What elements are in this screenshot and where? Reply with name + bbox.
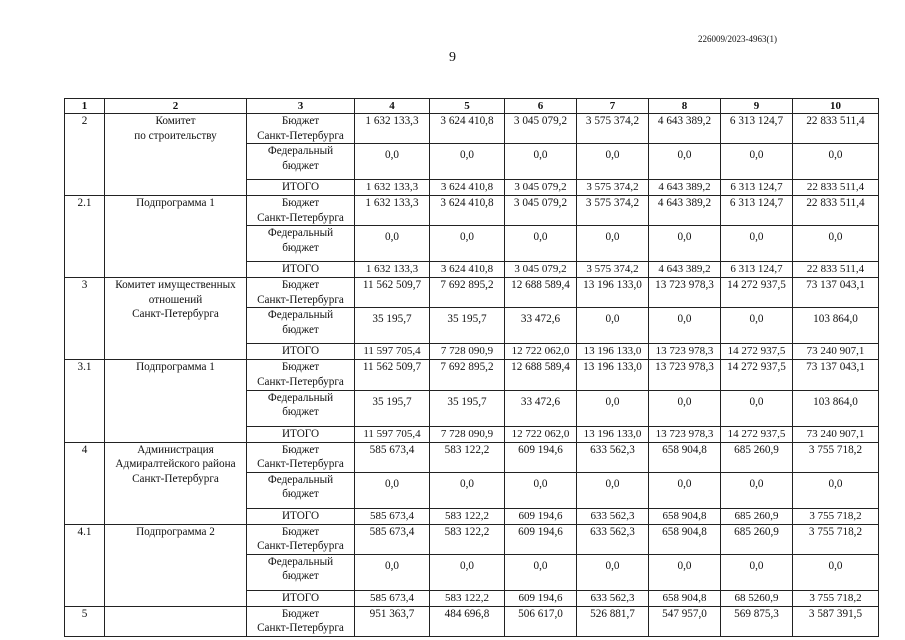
value-cell: 0,0 [430,472,505,508]
value-cell: 1 632 133,3 [355,262,430,278]
value-cell: 609 194,6 [505,590,577,606]
value-cell: 12 688 589,4 [505,360,577,390]
row-name [105,360,247,442]
value-cell: 0,0 [355,144,430,180]
table-row [65,360,879,390]
row-name [105,196,247,278]
value-cell: 68 5260,9 [721,590,793,606]
value-cell: 585 673,4 [355,442,430,472]
source-label-line: Федеральный [267,473,334,486]
value-cell: 33 472,6 [505,390,577,426]
value-cell: 12 722 062,0 [505,426,577,442]
value-cell: 11 562 509,7 [355,360,430,390]
value-cell: 0,0 [577,390,649,426]
source-total: ИТОГО [247,508,355,524]
column-header: 3 [247,99,355,114]
value-cell: 0,0 [577,144,649,180]
value-cell: 633 562,3 [577,590,649,606]
value-cell: 11 597 705,4 [355,426,430,442]
source-label-line: бюджет [282,159,319,172]
value-cell: 484 696,8 [430,606,505,636]
source-label-line: Федеральный [267,145,334,158]
row-name-line: Комитет имущественных [115,279,236,292]
value-cell: 0,0 [430,226,505,262]
row-name-line: Санкт-Петербурга [132,308,219,321]
value-cell: 6 313 124,7 [721,180,793,196]
source-label-line: Санкт-Петербурга [257,211,344,224]
value-cell: 13 196 133,0 [577,360,649,390]
value-cell: 13 196 133,0 [577,344,649,360]
value-cell: 0,0 [505,144,577,180]
value-cell: 0,0 [505,472,577,508]
value-cell: 7 728 090,9 [430,426,505,442]
value-cell: 585 673,4 [355,508,430,524]
source-federal [247,472,355,508]
column-header: 9 [721,99,793,114]
value-cell: 0,0 [577,554,649,590]
table-row [65,114,879,144]
value-cell: 7 692 895,2 [430,278,505,308]
value-cell: 13 723 978,3 [649,360,721,390]
row-name-line: отношений [148,293,203,306]
column-header: 1 [65,99,105,114]
value-cell: 609 194,6 [505,442,577,472]
value-cell: 583 122,2 [430,508,505,524]
value-cell: 0,0 [577,308,649,344]
table-row [65,524,879,554]
value-cell: 526 881,7 [577,606,649,636]
source-label-line: Федеральный [267,555,334,568]
value-cell: 7 728 090,9 [430,344,505,360]
value-cell: 0,0 [505,226,577,262]
value-cell: 658 904,8 [649,590,721,606]
row-name [105,114,247,196]
value-cell: 12 688 589,4 [505,278,577,308]
row-name-line: Адмиралтейского района [115,458,236,471]
value-cell: 585 673,4 [355,590,430,606]
source-label-line: Бюджет [281,115,320,127]
header-row [65,99,879,114]
source-budget [247,524,355,554]
source-label-line: Федеральный [267,309,334,322]
row-name-line: Подпрограмма 1 [136,197,215,210]
source-label-line: Санкт-Петербурга [257,375,344,388]
value-cell: 6 313 124,7 [721,262,793,278]
value-cell: 0,0 [355,554,430,590]
value-cell: 35 195,7 [355,390,430,426]
source-budget [247,278,355,308]
value-cell: 14 272 937,5 [721,360,793,390]
value-cell: 3 575 374,2 [577,196,649,226]
value-cell: 0,0 [649,226,721,262]
source-label-line: Бюджет [281,279,320,292]
source-total: ИТОГО [247,590,355,606]
value-cell: 951 363,7 [355,606,430,636]
value-cell: 685 260,9 [721,524,793,554]
value-cell: 22 833 511,4 [793,196,879,226]
source-label-line: бюджет [282,323,319,336]
value-cell: 13 723 978,3 [649,426,721,442]
row-name-line: Администрация [137,443,214,456]
value-cell: 3 755 718,2 [793,524,879,554]
value-cell: 3 575 374,2 [577,262,649,278]
value-cell: 3 755 718,2 [793,442,879,472]
row-code: 2.1 [65,196,105,278]
value-cell: 0,0 [721,226,793,262]
value-cell: 3 045 079,2 [505,180,577,196]
table-row [65,278,879,308]
value-cell: 506 617,0 [505,606,577,636]
column-header: 2 [105,99,247,114]
value-cell: 7 692 895,2 [430,360,505,390]
value-cell: 0,0 [721,308,793,344]
value-cell: 0,0 [793,554,879,590]
row-code: 4 [65,442,105,524]
value-cell: 658 904,8 [649,508,721,524]
value-cell: 0,0 [721,472,793,508]
value-cell: 103 864,0 [793,308,879,344]
value-cell: 0,0 [355,472,430,508]
row-code: 4.1 [65,524,105,606]
source-federal [247,308,355,344]
value-cell: 3 755 718,2 [793,508,879,524]
source-label-line: бюджет [282,570,319,583]
value-cell: 6 313 124,7 [721,114,793,144]
value-cell: 73 240 907,1 [793,344,879,360]
row-name-line: Подпрограмма 2 [136,525,215,538]
value-cell: 0,0 [577,472,649,508]
source-label-line: Бюджет [281,607,320,620]
value-cell: 3 045 079,2 [505,196,577,226]
value-cell: 73 137 043,1 [793,360,879,390]
source-label-line: Санкт-Петербурга [257,540,344,553]
value-cell: 633 562,3 [577,524,649,554]
value-cell: 4 643 389,2 [649,262,721,278]
value-cell: 13 723 978,3 [649,278,721,308]
value-cell: 11 597 705,4 [355,344,430,360]
value-cell: 609 194,6 [505,508,577,524]
document-number: 226009/2023-4963(1) [698,34,777,44]
value-cell: 0,0 [430,144,505,180]
value-cell: 1 632 133,3 [355,180,430,196]
value-cell: 4 643 389,2 [649,180,721,196]
value-cell: 13 196 133,0 [577,278,649,308]
value-cell: 0,0 [721,144,793,180]
value-cell: 0,0 [721,554,793,590]
value-cell: 22 833 511,4 [793,114,879,144]
table-row [65,442,879,472]
value-cell: 0,0 [649,554,721,590]
row-name-line: Санкт-Петербурга [132,472,219,485]
value-cell: 33 472,6 [505,308,577,344]
row-code: 5 [65,606,105,636]
column-header: 6 [505,99,577,114]
value-cell: 13 196 133,0 [577,426,649,442]
value-cell: 3 755 718,2 [793,590,879,606]
source-total: ИТОГО [247,426,355,442]
value-cell: 22 833 511,4 [793,180,879,196]
value-cell: 35 195,7 [430,308,505,344]
value-cell: 583 122,2 [430,590,505,606]
value-cell: 3 624 410,8 [430,114,505,144]
table-row [65,606,879,636]
value-cell: 73 240 907,1 [793,426,879,442]
source-label-line: Бюджет [281,197,320,210]
value-cell: 658 904,8 [649,524,721,554]
source-label-line: Санкт-Петербурга [257,293,344,306]
value-cell: 583 122,2 [430,442,505,472]
table-row [65,196,879,226]
value-cell: 0,0 [505,554,577,590]
source-label-line: бюджет [282,241,319,254]
value-cell: 3 587 391,5 [793,606,879,636]
value-cell: 0,0 [577,226,649,262]
value-cell: 4 643 389,2 [649,196,721,226]
row-name [105,278,247,360]
column-header: 8 [649,99,721,114]
row-code: 3 [65,278,105,360]
source-label-line: Бюджет [281,525,320,538]
source-label-line: Бюджет [281,443,320,456]
source-total: ИТОГО [247,262,355,278]
value-cell: 3 045 079,2 [505,114,577,144]
value-cell: 35 195,7 [355,308,430,344]
source-label-line: Санкт-Петербурга [257,458,344,471]
value-cell: 1 632 133,3 [355,196,430,226]
value-cell: 0,0 [649,144,721,180]
value-cell: 22 833 511,4 [793,262,879,278]
source-total: ИТОГО [247,344,355,360]
source-label-line: Бюджет [281,361,320,374]
value-cell: 0,0 [355,226,430,262]
value-cell: 14 272 937,5 [721,426,793,442]
source-label-line: Федеральный [267,391,334,404]
source-label-line: бюджет [282,488,319,501]
value-cell: 685 260,9 [721,508,793,524]
value-cell: 585 673,4 [355,524,430,554]
source-federal [247,226,355,262]
value-cell: 3 624 410,8 [430,196,505,226]
source-total: ИТОГО [247,180,355,196]
source-budget [247,606,355,636]
value-cell: 0,0 [793,226,879,262]
value-cell: 547 957,0 [649,606,721,636]
source-federal [247,144,355,180]
value-cell: 0,0 [430,554,505,590]
value-cell: 14 272 937,5 [721,278,793,308]
value-cell: 583 122,2 [430,524,505,554]
value-cell: 73 137 043,1 [793,278,879,308]
value-cell: 12 722 062,0 [505,344,577,360]
row-name-line: Комитет [155,115,196,127]
value-cell: 3 624 410,8 [430,262,505,278]
page-number: 9 [449,50,456,65]
value-cell: 0,0 [649,308,721,344]
budget-table [64,98,879,637]
source-label-line: Федеральный [267,227,334,240]
row-name [105,524,247,606]
value-cell: 4 643 389,2 [649,114,721,144]
value-cell: 11 562 509,7 [355,278,430,308]
source-label-line: Санкт-Петербурга [257,129,344,142]
row-name [105,442,247,524]
value-cell: 0,0 [649,472,721,508]
value-cell: 609 194,6 [505,524,577,554]
value-cell: 3 575 374,2 [577,114,649,144]
source-budget [247,196,355,226]
row-name [105,606,247,636]
column-header: 7 [577,99,649,114]
value-cell: 13 723 978,3 [649,344,721,360]
value-cell: 0,0 [721,390,793,426]
value-cell: 658 904,8 [649,442,721,472]
value-cell: 0,0 [793,144,879,180]
source-budget [247,442,355,472]
value-cell: 3 624 410,8 [430,180,505,196]
value-cell: 0,0 [793,472,879,508]
value-cell: 3 575 374,2 [577,180,649,196]
source-federal [247,390,355,426]
value-cell: 0,0 [649,390,721,426]
value-cell: 569 875,3 [721,606,793,636]
value-cell: 633 562,3 [577,508,649,524]
source-label-line: бюджет [282,406,319,419]
row-name-line: Подпрограмма 1 [136,361,215,374]
source-budget [247,360,355,390]
source-label-line: Санкт-Петербурга [257,622,344,635]
value-cell: 35 195,7 [430,390,505,426]
row-code: 2 [65,114,105,196]
source-budget [247,114,355,144]
value-cell: 6 313 124,7 [721,196,793,226]
value-cell: 633 562,3 [577,442,649,472]
column-header: 4 [355,99,430,114]
value-cell: 103 864,0 [793,390,879,426]
value-cell: 3 045 079,2 [505,262,577,278]
value-cell: 685 260,9 [721,442,793,472]
value-cell: 14 272 937,5 [721,344,793,360]
row-name-line: по строительству [134,129,217,142]
value-cell: 1 632 133,3 [355,114,430,144]
column-header: 10 [793,99,879,114]
source-federal [247,554,355,590]
column-header: 5 [430,99,505,114]
row-code: 3.1 [65,360,105,442]
